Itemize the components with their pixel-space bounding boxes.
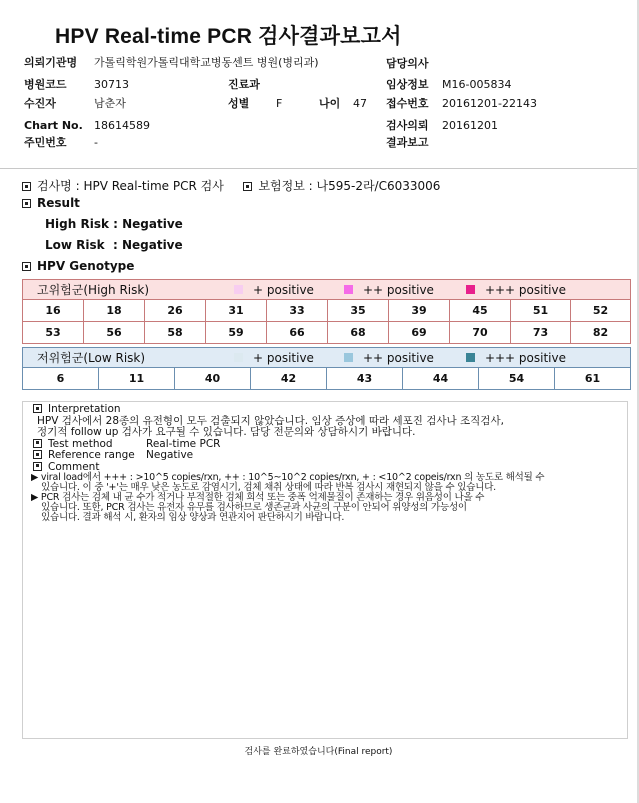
comment-line-3: ▶ PCR 검사는 검체 내 균 수가 적거나 부적절한 검체 희석 또는 중폭 억제물질이 존재하는 경우 위음성이 나올 수	[31, 492, 485, 503]
swatch-plus-plus	[344, 285, 353, 294]
interpretation-heading-text: Interpretation	[48, 403, 121, 415]
sex-row	[228, 97, 283, 111]
legend-plus-low	[234, 351, 314, 365]
legend-plus-low-label: + positive	[253, 350, 314, 365]
genotype-cell: 26	[145, 300, 206, 322]
genotype-cell: 61	[555, 368, 631, 390]
comment-line-1: ▶ viral load에서 +++ : >10^5 copies/rxn, ++ : 10^5~10^2 copies/rxn, + : <10^2 copeis/rxn 의 농도로 해석될 수	[31, 472, 545, 483]
genotype-cell: 18	[84, 300, 145, 322]
genotype-cell: 68	[328, 322, 389, 344]
genotype-cell: 35	[328, 300, 389, 322]
reference-range-label: Reference range	[48, 449, 135, 461]
genotype-cell: 59	[206, 322, 267, 344]
genotype-heading-text: HPV Genotype	[37, 259, 135, 273]
doctor-label: 담당의사	[386, 57, 429, 70]
genotype-cell: 11	[99, 368, 175, 390]
comment-heading-text: Comment	[48, 460, 100, 473]
genotype-cell: 52	[571, 300, 631, 322]
legend-plus-plus-label: ++ positive	[362, 282, 434, 297]
high-risk-header-row	[23, 280, 631, 300]
request-label: 검사의뢰	[386, 119, 429, 132]
request-row	[386, 119, 498, 133]
chart-label: Chart No.	[24, 119, 83, 132]
swatch-plus	[234, 285, 243, 294]
rrn-label: 주민번호	[24, 136, 67, 149]
hospital-code-row	[24, 78, 129, 92]
genotype-cell: 56	[84, 322, 145, 344]
test-name: 검사명 : HPV Real-time PCR 검사	[37, 179, 224, 193]
genotype-cell: 31	[206, 300, 267, 322]
genotype-cell: 66	[267, 322, 328, 344]
receipt-no-value: 20161201-22143	[442, 97, 537, 110]
genotype-cell: 16	[23, 300, 84, 322]
swatch-plus-plus-plus	[466, 285, 475, 294]
insurance-info: 보험정보 : 나595-2라/C6033006	[258, 179, 441, 193]
bullet-square-icon	[22, 182, 31, 191]
bullet-square-icon	[33, 404, 42, 413]
test-line	[22, 177, 440, 194]
genotype-cell: 53	[23, 322, 84, 344]
bullet-square-icon	[243, 182, 252, 191]
comment-line-2: 있습니다. 이 중 '+'는 매우 낮은 농도로 감염시기, 검체 채취 상태에 따라 반복 검사시 재현되지 않을 수 있습니다.	[41, 482, 496, 493]
genotype-cell: 51	[511, 300, 571, 322]
high-risk-table	[22, 279, 631, 344]
bullet-square-icon	[22, 199, 31, 208]
swatch-plus-plus-plus-low	[466, 353, 475, 362]
genotype-cell: 44	[403, 368, 479, 390]
legend-plus-plus	[344, 283, 434, 297]
result-heading-text: Result	[37, 196, 80, 210]
genotype-cell: 73	[511, 322, 571, 344]
high-risk-row-1	[23, 300, 631, 322]
swatch-plus-plus-low	[344, 353, 353, 362]
interpretation-heading	[33, 404, 627, 416]
final-report-footer: 검사를 완료하였습니다(Final report)	[244, 747, 393, 757]
test-method-label: Test method	[48, 437, 113, 450]
genotype-cell: 70	[450, 322, 511, 344]
genotype-heading	[22, 259, 134, 273]
department-label: 진료과	[228, 78, 260, 91]
genotype-cell: 40	[175, 368, 251, 390]
reference-range-row	[33, 450, 627, 462]
rrn-value: -	[94, 136, 98, 149]
patient-row	[24, 97, 126, 111]
high-risk-result: High Risk : Negative	[45, 217, 183, 231]
institution-row	[24, 56, 319, 70]
report-label: 결과보고	[386, 136, 429, 149]
reference-range-value: Negative	[146, 449, 194, 461]
age-value: 47	[353, 97, 367, 110]
low-risk-header-row	[23, 348, 631, 368]
clinical-info-label: 임상정보	[386, 78, 429, 91]
sex-label: 성별	[228, 97, 250, 110]
patient-label: 수진자	[24, 97, 56, 110]
comment-line-5: 있습니다. 결과 해석 시, 환자의 임상 양상과 연관지어 판단하시기 바랍니다.	[41, 512, 345, 523]
rrn-row	[24, 136, 98, 150]
genotype-cell: 43	[327, 368, 403, 390]
legend-plus-label: + positive	[253, 282, 314, 297]
doctor-row	[386, 57, 429, 71]
institution-value: 가톨릭학원가톨릭대학교병동센트 병원(병리과)	[94, 56, 319, 69]
chart-value: 18614589	[94, 119, 150, 132]
legend-plus	[234, 283, 314, 297]
low-risk-result: Low Risk : Negative	[45, 238, 183, 252]
chart-row	[24, 119, 150, 133]
legend-plus-plus-plus	[466, 283, 566, 297]
genotype-cell: 45	[450, 300, 511, 322]
test-method-value: Real-time PCR	[146, 437, 221, 450]
legend-plus-plus-plus-label: +++ positive	[484, 282, 566, 297]
bullet-square-icon	[22, 262, 31, 271]
genotype-cell: 54	[479, 368, 555, 390]
genotype-cell: 33	[267, 300, 328, 322]
low-risk-label: 저위험군(Low Risk)	[37, 351, 146, 365]
legend-plus-plus-plus-low	[466, 351, 566, 365]
report-title: HPV Real-time PCR 검사결과보고서	[55, 25, 402, 48]
institution-label: 의뢰기관명	[24, 56, 78, 69]
request-value: 20161201	[442, 119, 498, 132]
high-risk-row-2	[23, 322, 631, 344]
department-row	[228, 78, 260, 92]
receipt-no-label: 접수번호	[386, 97, 429, 110]
interpretation-box	[22, 401, 628, 739]
report-row	[386, 136, 429, 150]
low-risk-row	[23, 368, 631, 390]
age-label: 나이	[319, 97, 341, 110]
high-risk-label: 고위험군(High Risk)	[37, 283, 149, 297]
result-heading	[22, 196, 80, 210]
header-divider	[0, 168, 637, 169]
bullet-square-icon	[33, 462, 42, 471]
legend-plus-plus-plus-low-label: +++ positive	[484, 350, 566, 365]
comment-line-4: 있습니다. 또한, PCR 검사는 유전자 유무를 검사하므로 생존균과 사균의 구분이 안되어 위양성의 가능성이	[41, 502, 467, 513]
hospital-code-value: 30713	[94, 78, 129, 91]
patient-value: 남춘자	[94, 97, 126, 110]
swatch-plus-low	[234, 353, 243, 362]
genotype-cell: 42	[251, 368, 327, 390]
genotype-cell: 39	[389, 300, 450, 322]
genotype-cell: 82	[571, 322, 631, 344]
bullet-square-icon	[33, 450, 42, 459]
clinical-info-row	[386, 78, 512, 92]
genotype-cell: 69	[389, 322, 450, 344]
hospital-code-label: 병원코드	[24, 78, 67, 91]
sex-value: F	[276, 97, 283, 110]
legend-plus-plus-low-label: ++ positive	[362, 350, 434, 365]
receipt-no-row	[386, 97, 537, 111]
age-row	[319, 97, 367, 111]
interpretation-text-2: 정기적 follow up 검사가 요구될 수 있습니다. 담당 전문의와 상담하시기 바랍니다.	[37, 426, 416, 438]
legend-plus-plus-low	[344, 351, 434, 365]
genotype-cell: 6	[23, 368, 99, 390]
comment-block	[31, 473, 627, 523]
interpretation-text-1: HPV 검사에서 28종의 유전형이 모두 검출되지 않았습니다. 임상 증상에 따라 세포진 검사나 조직검사,	[37, 414, 504, 427]
low-risk-table	[22, 347, 631, 390]
bullet-square-icon	[33, 439, 42, 448]
genotype-cell: 58	[145, 322, 206, 344]
clinical-info-value: M16-005834	[442, 78, 512, 91]
